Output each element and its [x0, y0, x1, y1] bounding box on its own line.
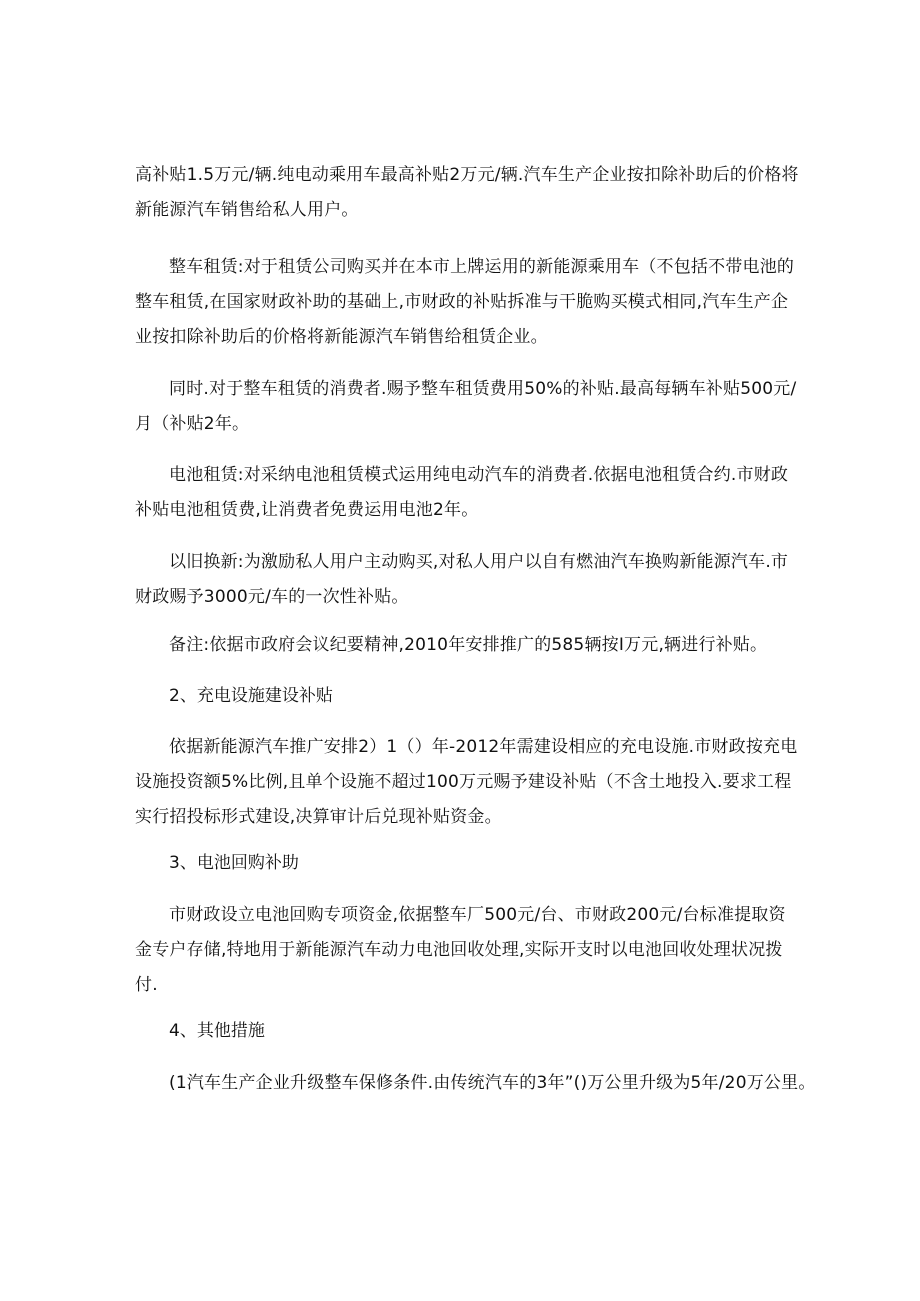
text-line: 财政赐予3000元/车的一次性补贴。	[135, 587, 409, 607]
paragraph-trade-in	[135, 545, 795, 615]
text-line: 业按扣除补助后的价格将新能源汽车销售给租赁企业。	[135, 327, 548, 347]
paragraph-warranty	[135, 1066, 825, 1101]
section-heading-other-measures: 4、其他措施	[169, 1021, 265, 1041]
text-line: 付.	[135, 975, 158, 995]
paragraph-leasing-consumer	[135, 372, 795, 442]
text-line: 备注:依据市政府会议纪要精神,2010年安排推广的585辆按I万元,辆进行补贴。	[169, 635, 768, 655]
paragraph-remark	[135, 628, 795, 663]
text-line: 设施投资额5%比例,且单个设施不超过100万元赐予建设补贴（不含土地投入.要求工程	[135, 772, 792, 792]
text-line: 新能源汽车销售给私人用户。	[135, 200, 359, 220]
paragraph-charging-facilities	[135, 730, 798, 835]
section-heading-battery-buyback: 3、电池回购补助	[169, 853, 299, 873]
paragraph-subsidy-private	[135, 158, 799, 228]
paragraph-battery-buyback	[135, 898, 795, 1003]
text-line: 同时.对于整车租赁的消费者.赐予整车租赁费用50%的补贴.最高每辆车补贴500元/	[169, 379, 797, 399]
text-line: 整车租赁:对于租赁公司购买并在本市上牌运用的新能源乘用车（不包括不带电池的	[169, 257, 795, 277]
paragraph-vehicle-leasing	[135, 250, 795, 355]
text-line: 月（补贴2年。	[135, 414, 250, 434]
section-heading-charging: 2、充电设施建设补贴	[169, 686, 333, 706]
text-line: 市财政设立电池回购专项资金,依据整车厂500元/台、市财政200元/台标准提取资	[169, 905, 786, 925]
text-line: 整车租赁,在国家财政补助的基础上,市财政的补贴拆准与干脆购买模式相同,汽车生产企	[135, 292, 789, 312]
text-line: 补贴电池租赁费,让消费者免费运用电池2年。	[135, 500, 479, 520]
text-line: 实行招投标形式建设,决算审计后兑现补贴资金。	[135, 807, 502, 827]
text-line: 金专户存储,特地用于新能源汽车动力电池回收处理,实际开支时以电池回收处理状况拨	[135, 940, 783, 960]
paragraph-battery-leasing	[135, 458, 795, 528]
text-line: (1汽车生产企业升级整车保修条件.由传统汽车的3年”()万公里升级为5年/20万公里。	[169, 1073, 816, 1093]
text-line: 依据新能源汽车推广安排2）1（）年-2012年需建设相应的充电设施.市财政按充电	[169, 737, 798, 757]
text-line: 高补贴1.5万元/辆.纯电动乘用车最高补贴2万元/辆.汽车生产企业按扣除补助后的价格将	[135, 165, 799, 185]
text-line: 以旧换新:为激励私人用户主动购买,对私人用户以自有燃油汽车换购新能源汽车.市	[169, 552, 789, 572]
text-line: 电池租赁:对采纳电池租赁模式运用纯电动汽车的消费者.依据电池租赁合约.市财政	[169, 465, 789, 485]
